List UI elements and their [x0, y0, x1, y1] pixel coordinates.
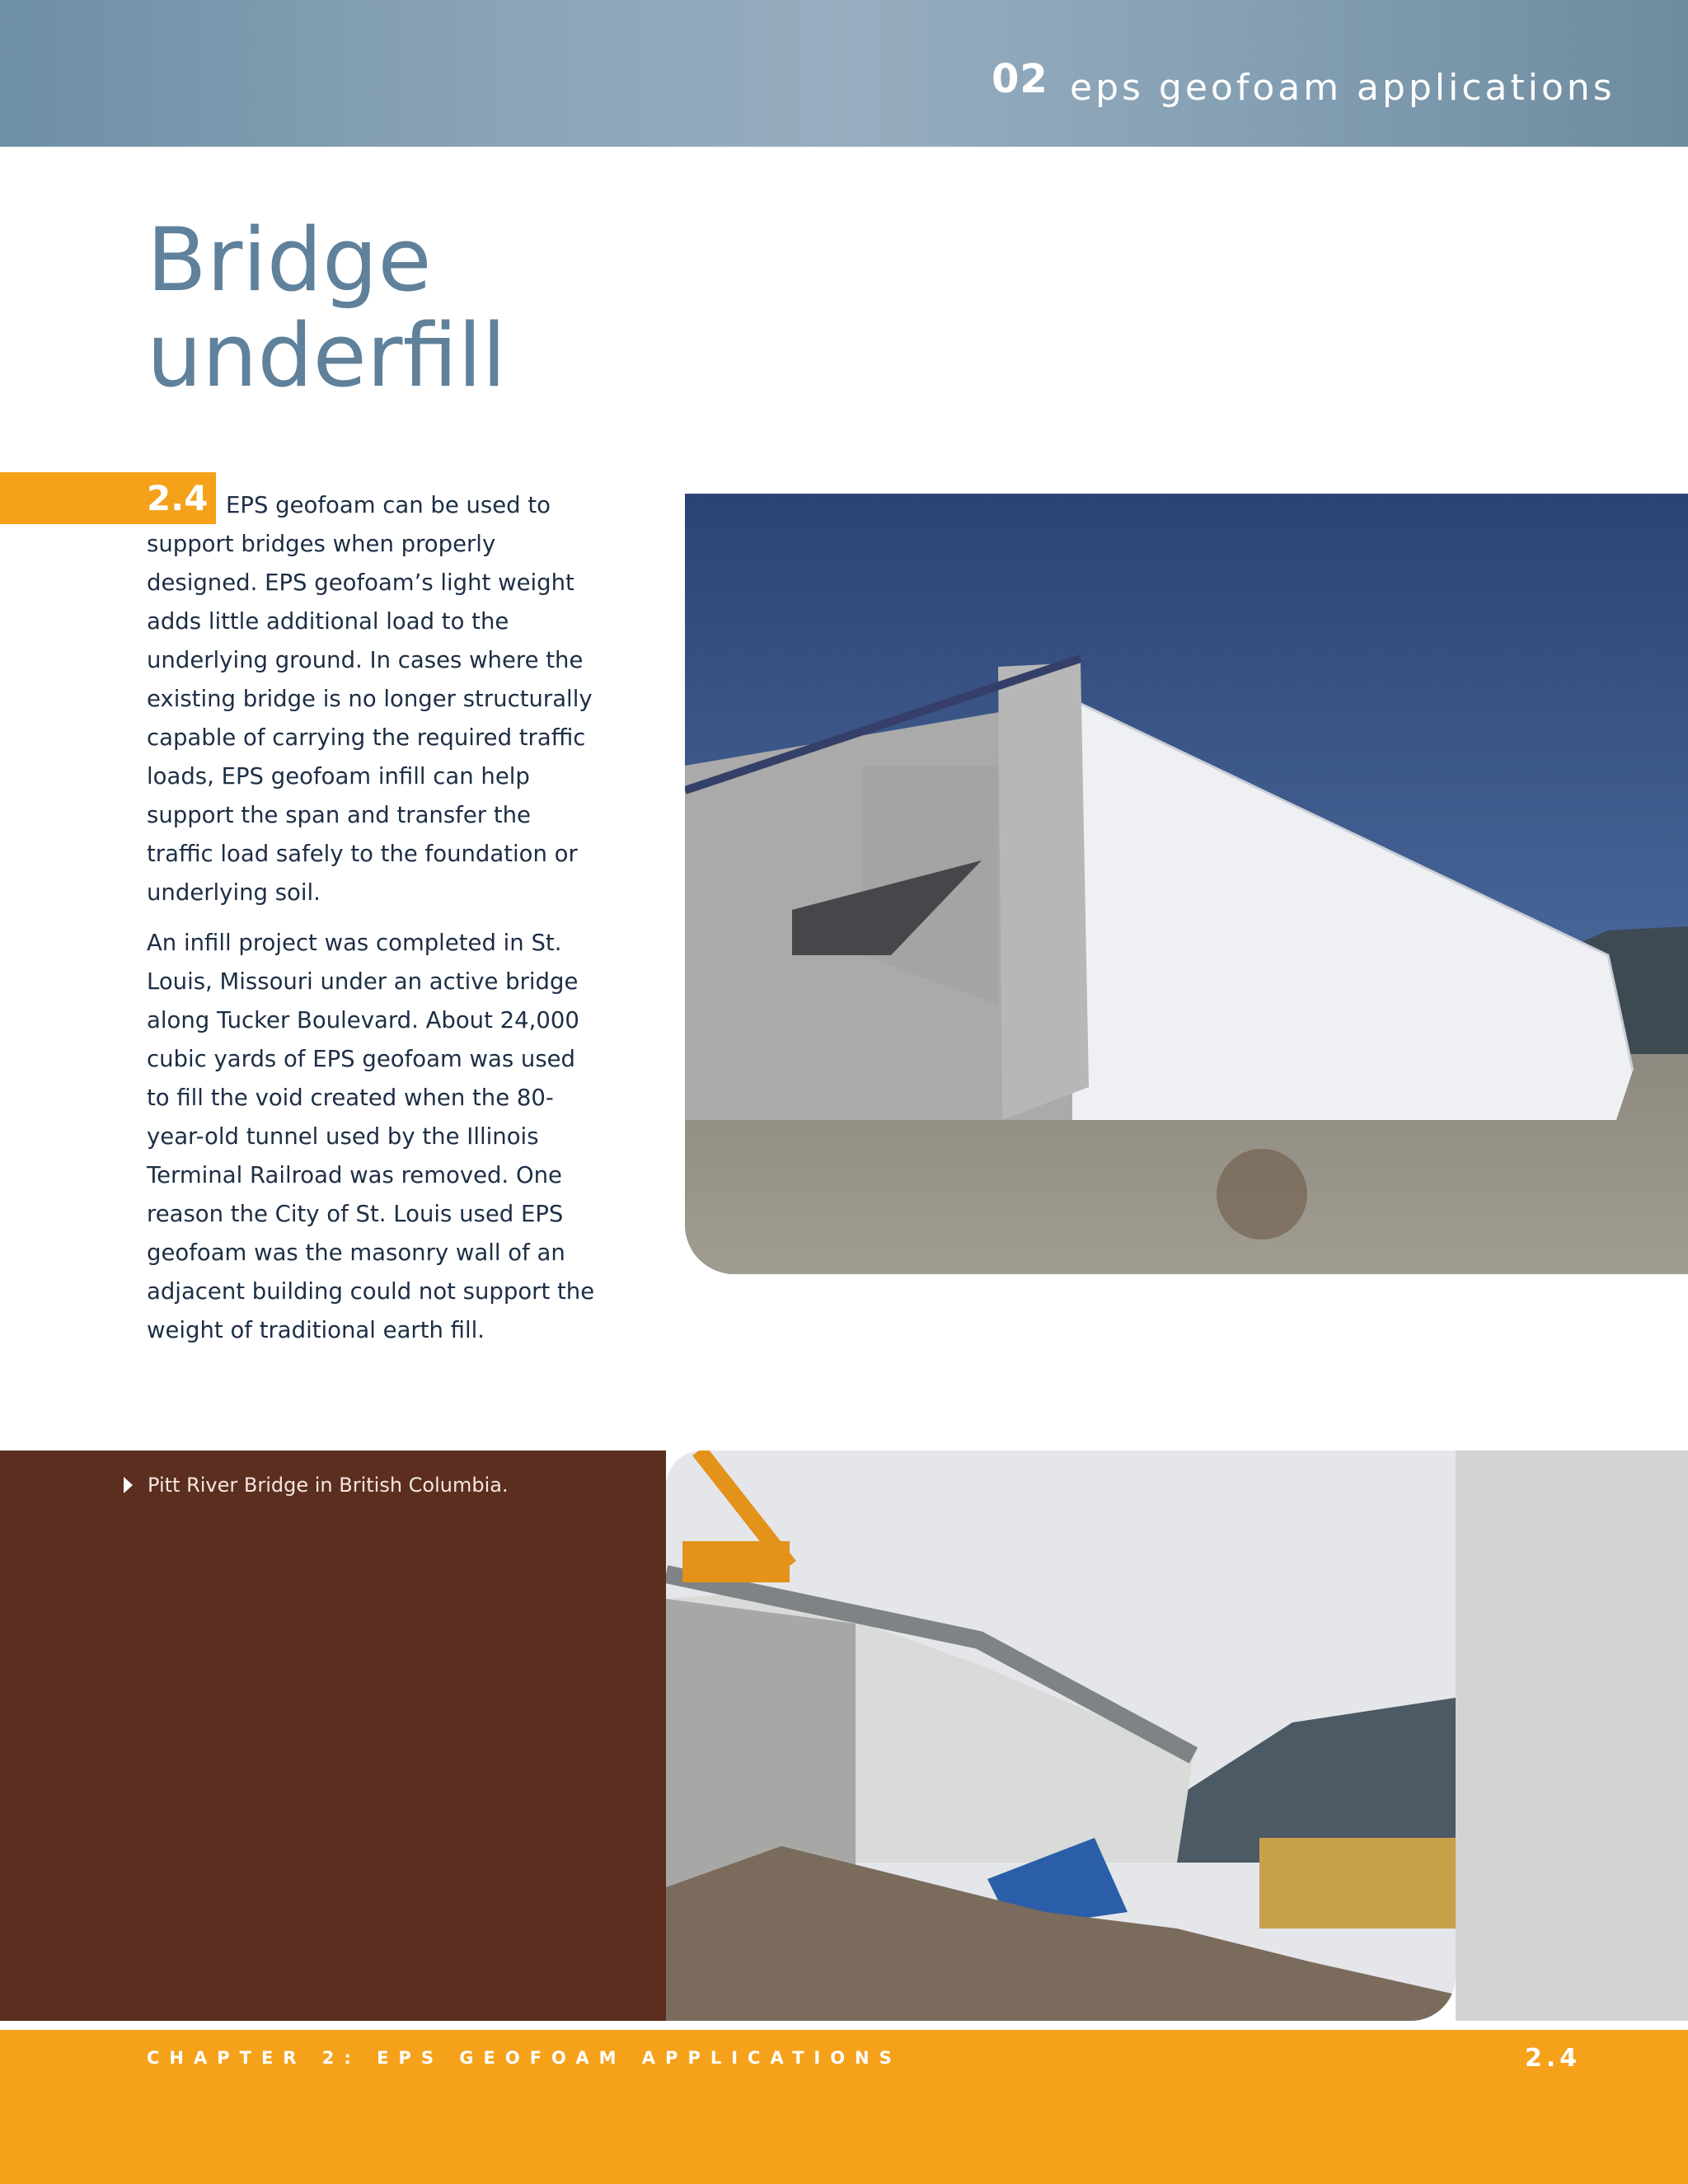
photo-caption: [124, 1474, 509, 1497]
footer-chapter-label: CHAPTER 2: EPS GEOFOAM APPLICATIONS: [147, 2048, 902, 2068]
chapter-number: 02: [992, 56, 1048, 102]
page-title: [147, 209, 724, 406]
page-number: 2.4: [1525, 2044, 1582, 2073]
paragraph: An infill project was completed in St. Louis, Missouri under an active bridge along Tucker Boulevard. About 24,000 cubic yards of EPS geofoam was used to fill the void created when the 80-year-old tunnel used by the Illinois Terminal Railroad was removed. One reason the City of St. Louis used EPS geofoam was the masonry wall of an adjacent building could not support the weight of traditional earth fill.: [147, 930, 595, 1343]
bridge-abutment-photo: [685, 494, 1688, 1274]
pitt-river-bridge-photo: [666, 1451, 1456, 2021]
triangle-bullet-icon: [124, 1477, 133, 1493]
caption-panel: [0, 1451, 666, 2021]
paragraph: EPS geofoam can be used to support bridges when properly designed. EPS geofoam’s light weight adds little additional load to the underlying ground. In cases where the existing bridge is no longer structurally capable of carrying the required traffic loads, EPS geofoam infill can help support the span and transfer the traffic load safely to the foundation or underlying soil.: [147, 492, 593, 906]
side-panel: [1456, 1451, 1688, 2021]
title-line-1: Bridge: [147, 209, 432, 311]
section-number: 2.4: [147, 478, 209, 518]
title-line-2: underfill: [147, 305, 507, 406]
caption-text: Pitt River Bridge in British Columbia.: [148, 1474, 509, 1497]
chapter-title: eps geofoam applications: [1070, 67, 1615, 109]
body-text: [147, 486, 597, 1361]
